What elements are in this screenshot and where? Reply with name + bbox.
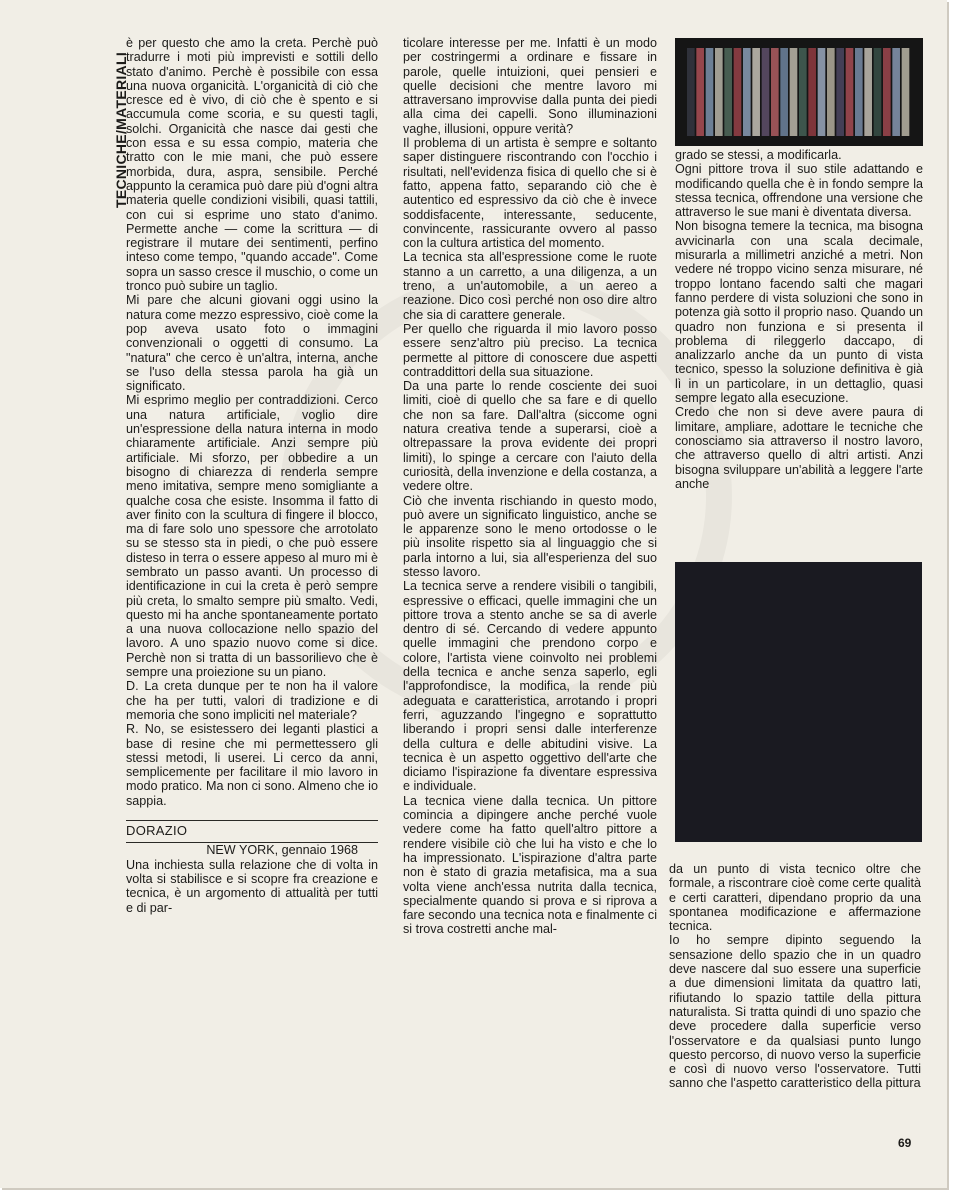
stripe <box>836 48 844 136</box>
paragraph: Per quello che riguarda il mio lavoro posso essere senz'altro più preciso. La tecnica permette al pittore di conoscere due aspetti contraddittori della sua situazione. <box>403 321 657 379</box>
stripe <box>696 48 704 136</box>
stripe <box>762 48 770 136</box>
stripe <box>855 48 863 136</box>
paragraph: Credo che non si deve avere paura di limitare, ampliare, adottare le tecniche che conosciamo sia attraverso il nostro lavoro, che attraverso quello di altri artisti. Anzi bisogna sviluppare un'abilità a leggere l'arte anche <box>675 405 923 491</box>
artwork-striped-painting <box>675 38 923 146</box>
stripe <box>874 48 882 136</box>
paragraph: grado se stessi, a modificarla. <box>675 148 842 162</box>
paragraph: Mi pare che alcuni giovani oggi usino la natura come mezzo espressivo, cioè come la pop aveva usato foto o immagini convenzionali o oggetti di consumo. La "natura" che cerco è un'altra, interna, anche se l'uso della stessa parola ha già un significato. <box>126 293 378 394</box>
stripe <box>883 48 891 136</box>
artwork-dark-painting <box>675 562 922 842</box>
paragraph: La tecnica viene dalla tecnica. Un pittore comincia a dipingere anche perché vuole vedere come ha fatto quell'altro pittore a rendere visibile ciò che lui ha visto e che lo ha impressionato. L'ispirazione d'altra parte non è stato di grazia metafisica, ma a sua volta viene anch'essa nutrita dalla tecnica, specialmente quando si prova e si riprova a fare secondo una tecnica nota e finalmente ci si trova costretti anche mal- <box>403 793 657 937</box>
stripe <box>892 48 900 136</box>
paragraph: Una inchiesta sulla relazione che di volta in volta si stabilisce e si scopre fra creazione e tecnica, è un argomento di attualità per tutti e di par- <box>126 857 378 915</box>
stripe <box>780 48 788 136</box>
paragraph: Ciò che inventa rischiando in questo modo, può avere un significato linguistico, anche se le apparenze sono le meno ortodosse o le più insolite rispetto sia al linguaggio che si parla intorno a lui, sia all'esperienza del suo stesso lavoro. <box>403 493 657 579</box>
side-label-text: TECNICHE/MATERIALI <box>113 51 129 209</box>
text-column-3-lower <box>669 862 921 1091</box>
stripe <box>771 48 779 136</box>
stripe <box>790 48 798 136</box>
stripe <box>687 48 695 136</box>
stripe <box>846 48 854 136</box>
paragraph: è per questo che amo la creta. Perchè può tradurre i moti più imprevisti e sottili dello stato d'animo. Perchè è possibile con essa una nuova organicità. L'organicità di ciò che cresce ed è vivo, di ciò che è spento e si accumula come scoria, e su questi tagli, solchi. Organicità che nasce dai gesti che con essa e su essa compio, materia che tratto con le mie mani, che può essere morbida, dura, aspra, sensibile. Perché appunto la ceramica può dare più d'ogni altra materia quelle condizioni visibili, quasi tattili, con cui si esprime uno stato d'animo. Permette anche — come la scrittura — di registrare il mutare dei sentimenti, perfino inteso come tempo, "quando accade". Come sopra un sasso cresce il muschio, o come un tronco può subire un taglio. <box>126 36 378 294</box>
stripe <box>827 48 835 136</box>
stripe <box>799 48 807 136</box>
text-column-3-upper <box>675 148 923 491</box>
stripe <box>715 48 723 136</box>
stripe <box>902 48 910 136</box>
stripe <box>864 48 872 136</box>
stripe <box>724 48 732 136</box>
paragraph: R. No, se esistessero dei leganti plastici a base di resine che mi permettessero gli stessi metodi, li userei. Li cerco da anni, semplicemente per facilitare il mio lavoro in modo pratico. Ma non ci sono. Almeno che io sappia. <box>126 722 378 808</box>
stripe <box>706 48 714 136</box>
paragraph: Non bisogna temere la tecnica, ma bisogna avvicinarla con una scala decimale, misurarla a millimetri anziché a metri. Non vedere né troppo vicino senza misurare, né troppo lontano facendo salti che magari fanno perdere di vista soluzioni che sono in potenza già sotto il proprio naso. Quando un quadro non funziona e si presenta il problema di rileggerlo daccapo, di analizzarlo anche da un punto di vista tecnico, spesso la soluzione definitiva è già lì in un particolare, in un dettaglio, quasi sempre legato alla esecuzione. <box>675 219 923 406</box>
paragraph: Io ho sempre dipinto seguendo la sensazione dello spazio che in un quadro deve nascere dal suo essere una superficie a due dimensioni limitata da quattro lati, rifiutando lo spazio tattile della pittura naturalista. Si tratta quindi di uno spazio che deve procedere dalla superficie verso l'osservatore e da qualsiasi punto lungo questo percorso, di nuovo verso la superficie e così di nuovo verso l'osservatore. Tutti sanno che l'aspetto caratteristico della pittura <box>669 933 921 1091</box>
paragraph: Da una parte lo rende cosciente dei suoi limiti, cioè di quello che sa fare e di quello che non sa fare. Dall'altra (siccome ogni natura creativa tende a superarsi, cioè a oltrepassare la prova evidente dei propri limiti), lo spinge a cercare con l'aiuto della curiosità, della invenzione e della costanza, a vedere oltre. <box>403 379 657 494</box>
stripe <box>752 48 760 136</box>
stripe <box>808 48 816 136</box>
text-column-2 <box>403 36 657 937</box>
paragraph: ticolare interesse per me. Infatti è un modo per costringermi a ordinare e fissare in parole, quelle intuizioni, quei pensieri e quelle decisioni che mentre lavoro mi attraversano improvvise dalla punta dei piedi alla cima dei capelli. Sono illuminazioni vaghe, illusioni, oppure verità? <box>403 36 657 136</box>
paragraph: La tecnica serve a rendere visibili o tangibili, espressive o efficaci, quelle immagini che un pittore trova a stento anche se sa di averle dentro di sé. Cercando di vedere appunto quelle immagini che prendono corpo e colore, l'artista viene coinvolto nei problemi della tecnica e anche senza saperlo, egli l'approfondisce, la modifica, la rende più adeguata e caratteristica, arrotando i propri ferri, aguzzando l'ingegno e soprattutto liberando i propri sensi dalle interferenze della cultura e delle abitudini visive. La tecnica è un aspetto oggettivo dell'arte che diciamo l'ispirazione fa diventare espressiva e individuale. <box>403 579 657 794</box>
paragraph: Il problema di un artista è sempre e soltanto saper distinguere riscontrando con l'occhio i risultati, nell'evidenza fisica di quello che si è fatto, appena fatto, separando ciò che è autentico ed espressivo da ciò che è invece soddisfacente, interessante, seducente, convincente, rassicurante ovvero al passo con la cultura artistica del momento. <box>403 136 657 251</box>
stripe <box>734 48 742 136</box>
text-column-1 <box>126 36 378 915</box>
paragraph: D. La creta dunque per te non ha il valore che ha per tutti, valori di tradizione e di memoria che sono impliciti nel materiale? <box>126 679 378 722</box>
dateline: NEW YORK, gennaio 1968 <box>206 843 358 858</box>
stripes-graphic <box>675 38 923 146</box>
paragraph: Ogni pittore trova il suo stile adattando e modificando quella che è in fondo sempre la stessa tecnica, offrendone una versione che attraverso le sue mani è diventata diversa. <box>675 162 923 220</box>
paragraph: La tecnica sta all'espressione come le ruote stanno a un carretto, a una diligenza, a un treno, a un'automobile, a un aereo a reazione. Dico così perché non oso dire altro che sia di carattere generale. <box>403 250 657 322</box>
page-number: 69 <box>898 1136 912 1150</box>
paragraph: da un punto di vista tecnico oltre che formale, a riscontrare cioè come certe qualità e certi caratteri, dipendano proprio da una spontanea modificazione e affermazione tecnica. <box>669 862 921 934</box>
paragraph: Mi esprimo meglio per contraddizioni. Cerco una natura artificiale, voglio dire un'espressione della natura interna in modo chiaramente artificiale. Anzi sempre più artificiale. Mi sforzo, per obbedire a un bisogno di chiarezza di renderla sempre meno imitativa, sempre meno somigliante a qualche cosa che esiste. Insomma il fatto di aver finito con la scultura di fingere il blocco, ma di fare solo uno spessore che arrotolato su se stesso sta in piedi, o che può essere disteso in terra o essere appeso al muro mi è sembrato un passo avanti. Un processo di identificazione in cui la creta è però sempre più creta, lo smalto sempre più smalto. Vedi, questo mi ha anche spontaneamente portato a una nuova collocazione nello spazio del lavoro. A uno spazio nuovo come si dice. Perchè non si tratta di un bassorilievo che è sempre una proiezione su un piano. <box>126 393 378 680</box>
stripe <box>818 48 826 136</box>
section-heading <box>126 820 378 843</box>
stripe <box>743 48 751 136</box>
section-title: DORAZIO <box>126 823 188 839</box>
